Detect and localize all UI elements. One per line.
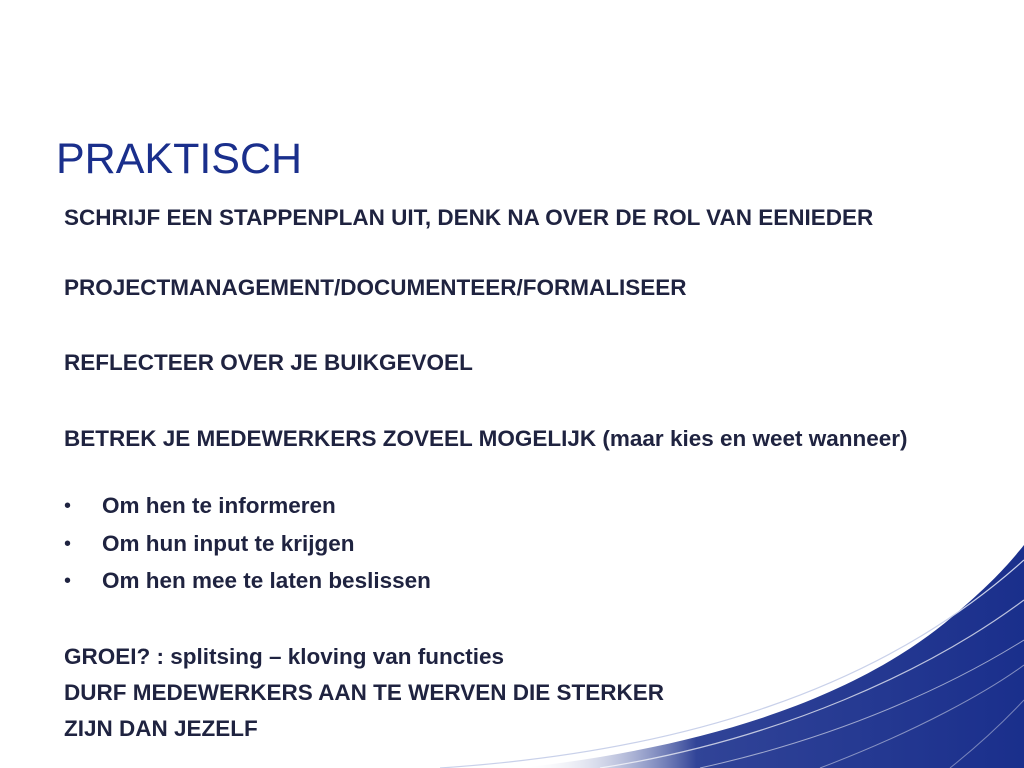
bullet-icon: • <box>64 570 72 592</box>
bullet-text: Om hen mee te laten beslissen <box>102 568 431 593</box>
paragraph-projectmanagement: PROJECTMANAGEMENT/DOCUMENTEER/FORMALISEER <box>64 275 687 300</box>
bullet-text: Om hen te informeren <box>102 493 336 518</box>
paragraph-durf: DURF MEDEWERKERS AAN TE WERVEN DIE STERKER <box>64 680 665 705</box>
paragraph-betrek-medewerkers: BETREK JE MEDEWERKERS ZOVEEL MOGELIJK (maar kies en weet wanneer) <box>64 426 908 451</box>
paragraph-stappenplan: SCHRIJF EEN STAPPENPLAN UIT, DENK NA OVER DE ROL VAN EENIEDER <box>64 205 874 230</box>
bullet-text: Om hun input te krijgen <box>102 531 355 556</box>
bullet-icon: • <box>64 495 72 517</box>
paragraph-groei: GROEI? : splitsing – kloving van functies <box>64 644 505 669</box>
slide-title: PRAKTISCH <box>56 135 303 183</box>
paragraph-jezelf: ZIJN DAN JEZELF <box>64 716 258 741</box>
paragraph-reflecteer: REFLECTEER OVER JE BUIKGEVOEL <box>64 350 473 375</box>
bullet-icon: • <box>64 533 72 555</box>
